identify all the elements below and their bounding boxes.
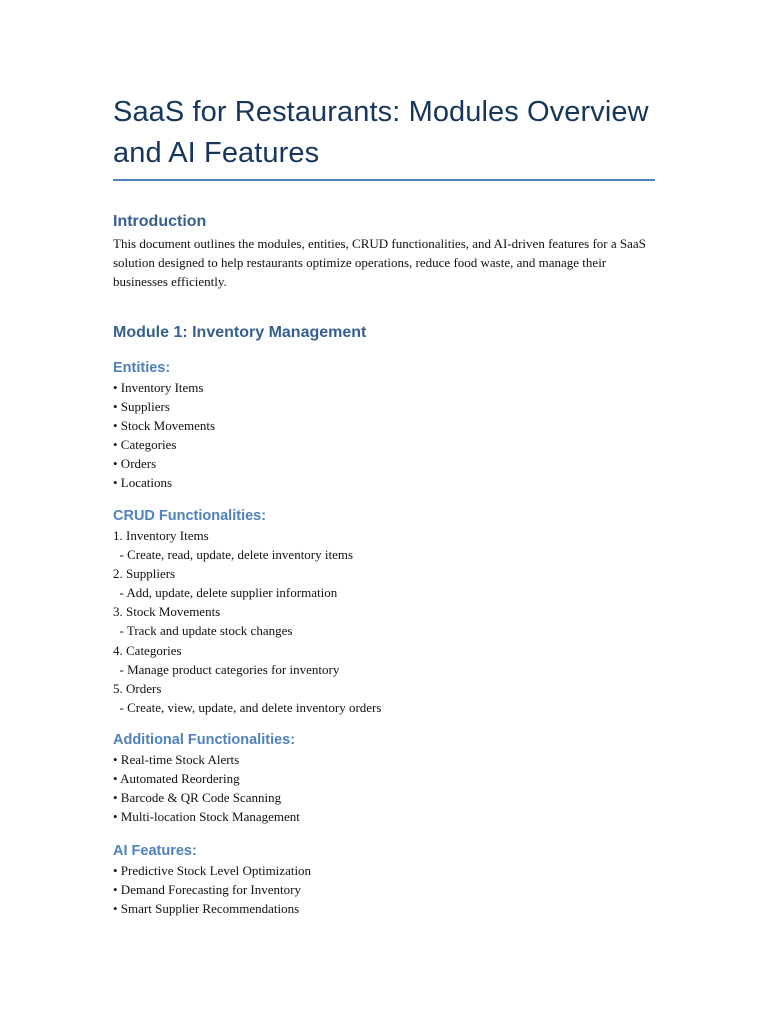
list-item: - Track and update stock changes (113, 623, 293, 639)
list-item: • Real-time Stock Alerts (113, 752, 240, 767)
list-item: • Locations (113, 475, 173, 491)
list-item: • Stock Movements (113, 418, 216, 434)
list-item: 1. Inventory Items (113, 528, 209, 543)
list-item: - Add, update, delete supplier information (113, 585, 338, 601)
module-1-heading: Module 1: Inventory Management (113, 324, 367, 341)
list-item: 5. Orders (113, 680, 162, 696)
list-item: 4. Categories (113, 642, 182, 658)
ai-features-heading: AI Features: (113, 843, 197, 859)
crud-list (113, 526, 381, 717)
list-item: • Demand Forecasting for Inventory (113, 882, 301, 898)
list-item: - Create, read, update, delete inventory items (113, 547, 354, 563)
ai-features-list (113, 861, 311, 918)
list-item: • Predictive Stock Level Optimization (113, 863, 312, 878)
list-item: • Automated Reordering (113, 771, 240, 787)
list-item: 2. Suppliers (113, 566, 176, 582)
introduction-text: This document outlines the modules, entities, CRUD functionalities, and AI-driven features for a SaaS solution designed to help restaurants optimize operations, reduce food waste, and manage their businesses efficiently. (113, 236, 646, 290)
list-item: • Inventory Items (113, 380, 204, 395)
introduction-heading: Introduction (113, 213, 207, 230)
additional-functionalities-list (113, 750, 300, 826)
list-item: • Multi-location Stock Management (113, 809, 300, 825)
crud-heading: CRUD Functionalities: (113, 508, 267, 524)
list-item: • Orders (113, 456, 157, 472)
list-item: • Suppliers (113, 399, 170, 415)
additional-functionalities-heading: Additional Functionalities: (113, 732, 296, 748)
document-title: SaaS for Restaurants: Modules Overview and AI Features (113, 96, 649, 169)
entities-heading: Entities: (113, 360, 171, 376)
list-item: - Manage product categories for inventory (113, 661, 340, 677)
title-divider (113, 179, 655, 181)
list-item: • Smart Supplier Recommendations (113, 901, 300, 917)
list-item: 3. Stock Movements (113, 604, 221, 620)
entities-list (113, 378, 215, 493)
list-item: • Categories (113, 437, 177, 453)
list-item: - Create, view, update, and delete inventory orders (113, 699, 382, 715)
list-item: • Barcode & QR Code Scanning (113, 790, 282, 806)
